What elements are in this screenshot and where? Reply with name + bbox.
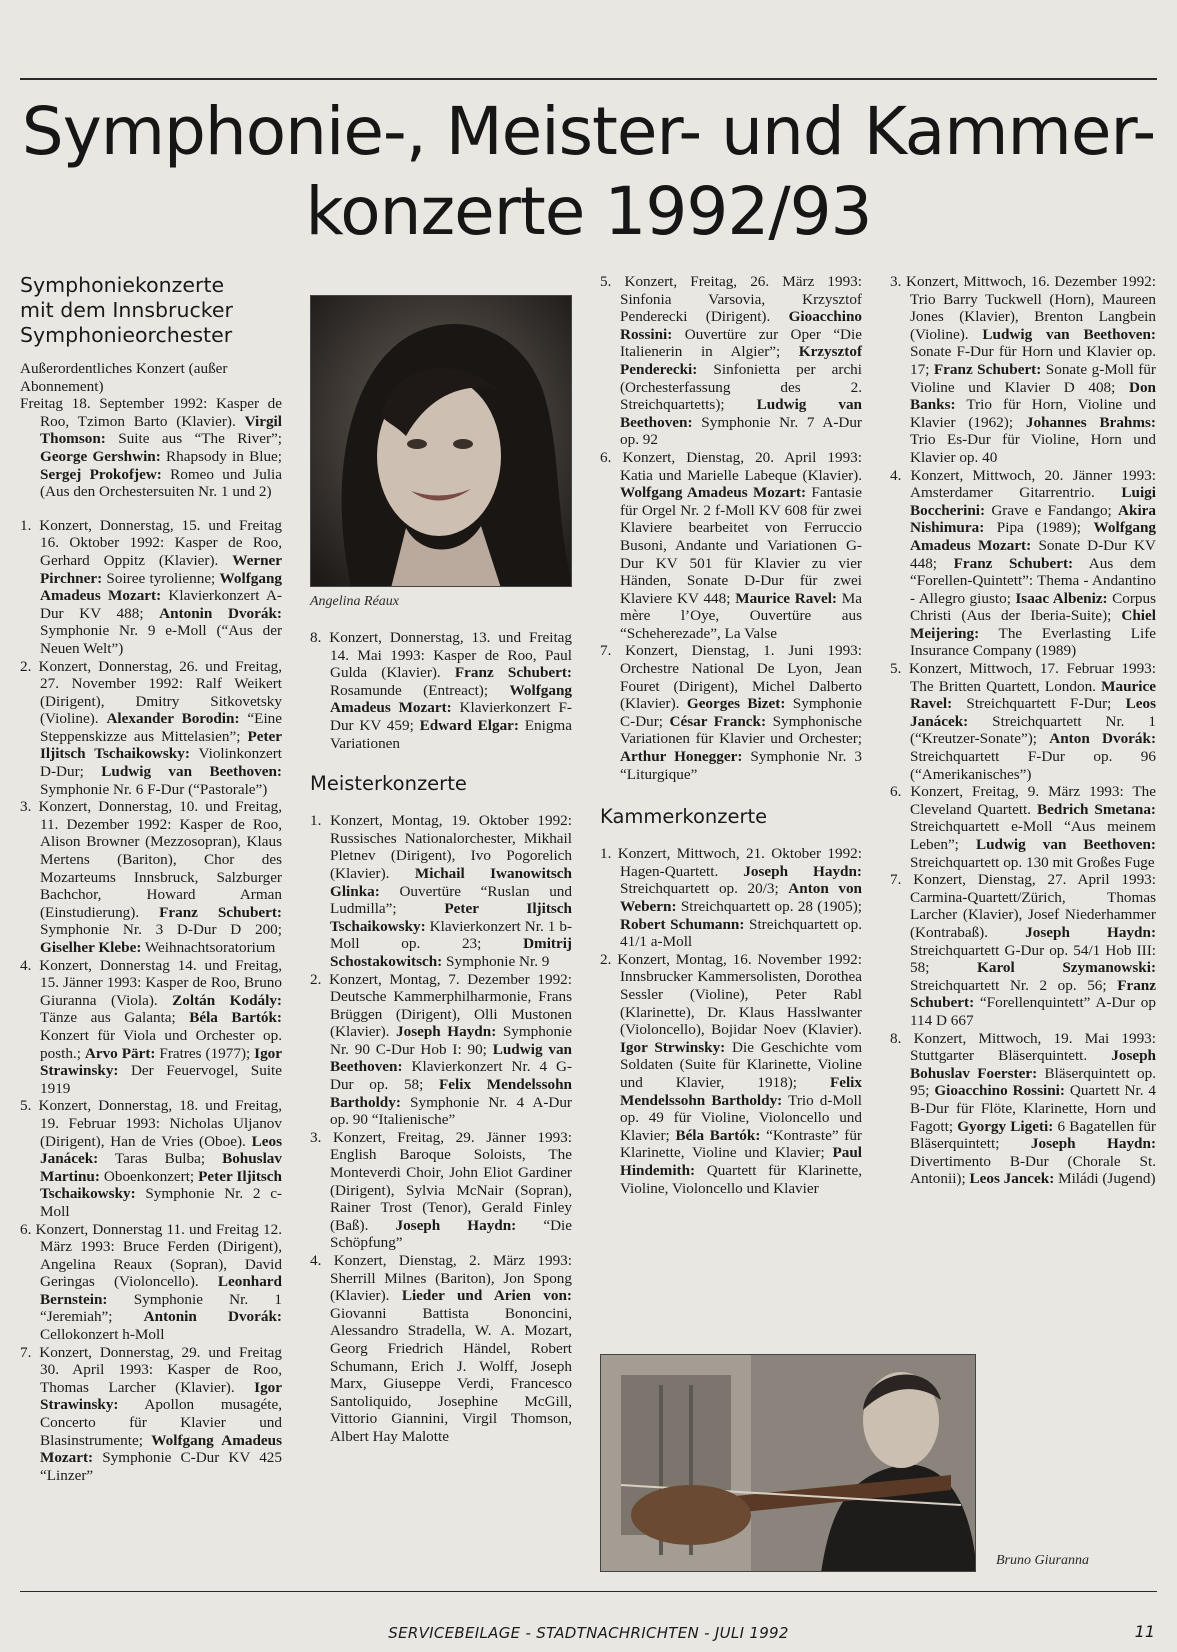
concert-text: Weihnachtsoratorium (141, 939, 276, 956)
composer-name: Leos Jancek: (969, 1170, 1055, 1188)
top-rule (20, 78, 1157, 80)
concert-text: Symphonie C-Dur; (620, 695, 862, 730)
composer-name: Franz Schubert: (454, 664, 572, 682)
symphonie-concert-3 (20, 798, 282, 956)
composer-name: George Gershwin: (40, 447, 161, 465)
concert-text: Violinkonzert D-Dur; (40, 745, 282, 781)
extra-concert-text (20, 395, 282, 501)
concert-text: Ma mère l’Oye, Ouvertüre aus “Scheherezade”, La Valse (620, 589, 863, 642)
concert-text: 6. Konzert, Donnerstag 11. und Freitag 12. März 1993: Bruce Ferden (Dirigent), Angelina Reaux (Sopran), David Geringas (Violoncello). (20, 1220, 282, 1291)
composer-name: Béla Bartók: (675, 1126, 761, 1144)
concert-text: “Kontraste” für Klarinette, Violine und Klavier; (620, 1126, 862, 1162)
composer-name: Robert Schumann: (620, 915, 745, 933)
composer-name: Ludwig van Beethoven: (101, 763, 282, 781)
concert-text: 5. Konzert, Mittwoch, 17. Februar 1993: The Britten Quartett, London. (890, 660, 1156, 695)
concert-text: Klavierkonzert A-Dur KV 488; (40, 587, 282, 622)
concert-text: Fratres (1977); (155, 1044, 255, 1062)
concert-text: Taras Bulba; (98, 1150, 223, 1168)
composer-name: Bohuslav Martinu: (40, 1150, 282, 1185)
concert-text: Die Geschichte vom Soldaten (Suite für Klarinette, Violine und Klavier, 1918); (620, 1038, 863, 1091)
concert-text: Oboenkonzert; (99, 1167, 199, 1185)
page-title (20, 92, 1157, 252)
composer-name: Joseph Haydn: (743, 862, 862, 880)
composer-name: Zoltán Kodály: (172, 991, 282, 1009)
concert-text: Rhapsody in Blue; (160, 447, 282, 465)
column-4 (890, 273, 1156, 1188)
composer-name: Alexander Borodin: (106, 710, 240, 728)
concert-text: Soiree tyrolienne; (102, 569, 220, 587)
composer-name: Anton von Webern: (620, 880, 863, 915)
kammer-concert-8 (890, 1030, 1156, 1188)
composer-name: Leonhard Bernstein: (40, 1273, 282, 1308)
composer-name: Gioacchino Rossini: (620, 308, 862, 343)
composer-name: Joseph Haydn: (395, 1216, 517, 1234)
composer-name: Isaac Albeniz: (1015, 589, 1108, 607)
composer-name: Ludwig van Beethoven: (620, 396, 862, 431)
footer-text: SERVICEBEILAGE - STADTNACHRICHTEN - JULI 1992 (388, 1624, 789, 1642)
concert-text: 1. Konzert, Montag, 19. Oktober 1992: Russisches Nationalorchester, Mikhail Pletnev (Dirigent), Ivo Pogorelich (Klavier). (310, 812, 572, 882)
concert-text: Apollon musagéte, Concerto für Klavier und Blasinstrumente; (40, 1396, 282, 1449)
concert-text: The Everlasting Life Insurance Company (1989) (910, 624, 1156, 660)
kammer-concert-3 (890, 273, 1156, 467)
composer-name: Krzysztof Penderecki: (620, 343, 862, 378)
composer-name: Werner Pirchner: (40, 551, 282, 587)
symphonie-concert-1 (20, 517, 282, 658)
concert-text: 6 Bagatellen für Bläserquintett; (910, 1117, 1156, 1153)
concert-text: Symphonie Nr. 2 c-Moll (40, 1185, 282, 1220)
page-number: 11 (1134, 1622, 1155, 1641)
title-line-1: Symphonie-, Meister- und Kammer- (21, 93, 1156, 170)
concert-text: Sonate D-Dur KV 448; (910, 536, 1156, 572)
concert-text: “Die Schöpfung” (330, 1216, 573, 1252)
symphonie-concert-7 (20, 1344, 282, 1485)
composer-name: Gyorgy Ligeti: (957, 1117, 1054, 1135)
concert-text: Suite aus “The River”; (105, 430, 282, 448)
composer-name: Peter Iljitsch Tschaikowsky: (330, 900, 572, 935)
composer-name: Edward Elgar: (419, 716, 519, 734)
concert-text: Streichquartett F-Dur; (952, 695, 1126, 713)
bruno-giuranna-photo (600, 1354, 976, 1572)
composer-name: Michail Iwanowitsch Glinka: (330, 864, 572, 900)
composer-name: Gioacchino Rossini: (934, 1082, 1065, 1100)
composer-name: Arvo Pärt: (84, 1044, 156, 1062)
concert-text: Symphonie Nr. 3 D-Dur D 200; (40, 921, 282, 939)
concert-text: Freitag 18. September 1992: Kasper de Roo, Tzimon Barto (Klavier). (20, 395, 282, 430)
photo-2-caption: Bruno Giuranna (996, 1553, 1089, 1568)
concert-text: Streichquartett e-Moll “Aus meinem Leben”; (910, 818, 1156, 853)
symphonie-concert-8 (310, 629, 572, 752)
composer-name: Joseph Haydn: (396, 1023, 497, 1041)
symphonie-concert-5 (20, 1097, 282, 1220)
concert-text: 6. Konzert, Freitag, 9. März 1993: The Cleveland Quartett. (890, 783, 1156, 818)
composer-name: Ludwig van Beethoven: (330, 1040, 572, 1076)
composer-name: Franz Schubert: (933, 360, 1042, 378)
concert-text: “Forellenquintett” A-Dur op 114 D 667 (910, 994, 1156, 1029)
concert-text: 7. Konzert, Donnerstag, 29. und Freitag 30. April 1993: Kasper de Roo, Thomas Larcher (Klavier). (20, 1343, 282, 1396)
composer-name: Georges Bizet: (686, 695, 786, 713)
composer-name: Peter Iljitsch Tschaikowsky: (40, 1167, 282, 1203)
composer-name: Bedrich Smetana: (1037, 800, 1156, 818)
composer-name: Dmitrij Schostakowitsch: (330, 935, 572, 970)
meister-concert-4 (310, 1252, 572, 1446)
extra-concert-label: Außerordentliches Konzert (außer Abonnement) (20, 360, 228, 395)
concert-text: Symphonie Nr. 3 “Liturgique” (620, 748, 862, 783)
concert-text: Symphonie Nr. 6 F-Dur (“Pastorale”) (40, 780, 268, 798)
composer-name: Joseph Haydn: (1030, 1135, 1157, 1153)
meister-heading: Meisterkonzerte (310, 772, 467, 796)
meister-concert-1 (310, 812, 572, 970)
concert-text: Sinfonietta per archi (Orchesterfassung des 2. Streichquartetts); (620, 360, 862, 414)
composer-name: Lieder und Arien von: (401, 1287, 572, 1305)
concert-text: Konzert für Viola und Orchester op. posth.; (40, 1026, 282, 1062)
composer-name: Leos Janácek: (910, 695, 1156, 730)
composer-name: Maurice Ravel: (735, 589, 837, 607)
composer-name: Igor Strawinsky: (40, 1378, 282, 1414)
concert-text: 1. Konzert, Mittwoch, 21. Oktober 1992: Hagen-Quartett. (600, 845, 862, 880)
composer-name: Felix Mendelssohn Bartholdy: (330, 1076, 572, 1111)
composer-name: Joseph Haydn: (1025, 923, 1157, 941)
composer-name: Wolfgang Amadeus Mozart: (40, 1431, 282, 1467)
photo-1-caption: Angelina Réaux (310, 594, 400, 609)
composer-name: Wolfgang Amadeus Mozart: (40, 569, 282, 605)
concert-text: 4. Konzert, Dienstag, 2. März 1993: Sherrill Milnes (Bariton), Jon Spong (Klavier). (310, 1252, 572, 1305)
concert-text: Trio Es-Dur für Violine, Horn und Klavier op. 40 (910, 431, 1156, 466)
kammer-heading: Kammerkonzerte (600, 805, 768, 829)
concert-text: Symphonische Variationen für Klavier und Orchester; (620, 712, 862, 748)
concert-text: Streichquartett G-Dur op. 54/1 Hob III: 58; (910, 941, 1156, 977)
concert-text: 8. Konzert, Mittwoch, 19. Mai 1993: Stuttgarter Bläserquintett. (890, 1029, 1156, 1065)
composer-name: Paul Hindemith: (620, 1144, 862, 1179)
concert-text: Symphonie Nr. 1 “Jeremiah”; (40, 1290, 282, 1326)
concert-text: Streichquartett Nr. 2 op. 56; (910, 976, 1118, 994)
composer-name: Anton Dvorák: (1049, 730, 1156, 748)
composer-name: Sergej Prokofjew: (40, 465, 162, 483)
symphonie-heading: Symphoniekonzerte mit dem Innsbrucker Symphonieorchester (20, 273, 233, 347)
concert-text: 3. Konzert, Mittwoch, 16. Dezember 1992: Trio Barry Tuckwell (Horn), Maureen Jones (Klavier), Brenton Langbein (Violine). (890, 273, 1156, 343)
concert-text: Symphonie Nr. 4 A-Dur op. 90 “Italienische” (330, 1093, 572, 1129)
title-line-2: konzerte 1992/93 (305, 173, 872, 250)
composer-name: Chiel Meijering: (910, 607, 1156, 642)
concert-text: Klavierkonzert F-Dur KV 459; (330, 699, 572, 734)
violist-image (601, 1355, 976, 1572)
concert-text: Ouvertüre zur Oper “Die Italienerin in Algier”; (620, 325, 862, 361)
concert-text: Divertimento B-Dur (Chorale St. Antonii); (910, 1152, 1156, 1188)
concert-text: 5. Konzert, Freitag, 26. März 1993: Sinfonia Varsovia, Krzysztof Penderecki (Dirigent). (600, 273, 862, 326)
column-1 (20, 273, 282, 1484)
composer-name: Franz Schubert: (910, 976, 1156, 1012)
composer-name: Ludwig van Beethoven: (982, 325, 1156, 343)
concert-text: Bläserquintett op. 95; (910, 1064, 1157, 1100)
concert-text: Pipa (1989); (984, 519, 1094, 537)
concert-text: Symphonie Nr. 7 A-Dur op. 92 (620, 413, 862, 449)
concert-text: 7. Konzert, Dienstag, 27. April 1993: Carmina-Quartett/Zürich, Thomas Larcher (Klavier), Josef Niederhammer (Kontrabaß). (890, 871, 1156, 941)
concert-text: Trio für Horn, Violine und Klavier (1962); (910, 396, 1156, 431)
composer-name: Karol Szymanowski: (977, 959, 1156, 977)
composer-name: César Franck: (669, 712, 767, 730)
concert-text: Symphonie Nr. 9 e-Moll (“Aus der Neuen Welt”) (40, 622, 282, 657)
composer-name: Wolfgang Amadeus Mozart: (910, 519, 1156, 554)
concert-text: 2. Konzert, Montag, 16. November 1992: Innsbrucker Kammersolisten, Dorothea Sessler (Violine), Peter Rabl (Klarinette), Dr. Klaus Hasslwanter (Violoncello), Bojidar Noev (Klavier). (600, 950, 862, 1039)
concert-text: 4. Konzert, Donnerstag 14. und Freitag, 15. Jänner 1993: Kasper de Roo, Bruno Giuranna (Viola). (20, 956, 282, 1009)
meister-concert-6 (600, 449, 862, 643)
composer-name: Antonin Dvorák: (159, 604, 282, 622)
composer-name: Franz Schubert: (159, 903, 282, 921)
concert-text: Quartett für Klarinette, Violine, Violoncello und Klavier (620, 1161, 862, 1197)
concert-text: 7. Konzert, Dienstag, 1. Juni 1993: Orchestre National De Lyon, Jean Fouret (Dirigent), Michel Dalberto (Klavier). (600, 642, 862, 713)
concert-text: 3. Konzert, Donnerstag, 10. und Freitag, 11. Dezember 1992: Kasper de Roo, Alison Browner (Mezzosopran), Klaus Mertens (Bariton), Chor des Mozarteums Innsbruck, Salzburger Bachchor, Howard Arman (Einstudierung). (20, 798, 282, 921)
concert-text: 5. Konzert, Donnerstag, 18. und Freitag, 19. Februar 1993: Nicholas Uljanov (Dirigent), Han de Vries (Oboe). (20, 1097, 282, 1150)
concert-text: Streichquartett F-Dur op. 96 (“Amerikanisches”) (910, 748, 1156, 783)
concert-text: Rosamunde (Entreact); (330, 681, 510, 699)
portrait-image (311, 296, 572, 587)
meister-concert-5 (600, 273, 862, 449)
concert-text: Streichquartett op. 130 mit Großes Fuge (910, 853, 1155, 871)
kammer-concert-7 (890, 871, 1156, 1029)
concert-text: Sonate g-Moll für Violine und Klavier D 408; (910, 360, 1156, 396)
concert-text: 6. Konzert, Dienstag, 20. April 1993: Katia und Marielle Labeque (Klavier). (600, 448, 862, 484)
column-2 (310, 273, 572, 1446)
composer-name: Ludwig van Beethoven: (975, 836, 1156, 853)
concert-text: “Eine Steppenskizze aus Mittelasien”; (40, 710, 282, 745)
meister-concert-3 (310, 1129, 572, 1252)
concert-text: Der Feuervogel, Suite 1919 (40, 1062, 282, 1097)
bottom-rule (20, 1591, 1157, 1592)
kammer-concert-4 (890, 467, 1156, 661)
concert-text: Symphonie C-Dur KV 425 “Linzer” (40, 1449, 282, 1484)
composer-name: Igor Strwinsky: (620, 1038, 726, 1056)
concert-text: Sonate F-Dur für Horn und Klavier op. 17; (910, 343, 1156, 378)
concert-text: 2. Konzert, Montag, 7. Dezember 1992: Deutsche Kammerphilharmonie, Frans Brüggen (Dirigent), Olli Mustonen (Klavier). (310, 970, 572, 1041)
composer-name: Maurice Ravel: (910, 677, 1156, 713)
concert-text: Aus dem “Forellen-Quintett”: Thema - Andantino - Allegro giusto; (910, 554, 1156, 607)
concert-text: Enigma Variationen (330, 716, 572, 752)
kammer-concert-5 (890, 660, 1156, 783)
concert-text: Symphonie Nr. 90 C-Dur Hob I: 90; (330, 1023, 573, 1058)
composer-name: Felix Mendelssohn Bartholdy: (620, 1073, 862, 1109)
composer-name: Antonin Dvorák: (143, 1308, 282, 1326)
concert-text: Streichquartett op. 41/1 a-Moll (620, 915, 862, 951)
symphonie-concert-6 (20, 1221, 282, 1344)
concert-text: 4. Konzert, Mittwoch, 20. Jänner 1993: Amsterdamer Gitarrentrio. (890, 466, 1156, 502)
composer-name: Akira Nishimura: (910, 501, 1156, 537)
meister-concert-2 (310, 971, 572, 1129)
concert-text: Klavierkonzert Nr. 4 G-Dur op. 58; (330, 1058, 572, 1094)
kammer-concert-6 (890, 783, 1156, 871)
composer-name: Franz Schubert: (953, 554, 1074, 572)
concert-text: Ouvertüre “Ruslan und Ludmilla”; (330, 882, 572, 918)
composer-name: Johannes Brahms: (1025, 413, 1156, 431)
composer-name: Arthur Honegger: (620, 748, 743, 766)
concert-text: Tänze aus Galanta; (40, 1009, 190, 1027)
concert-text: Giovanni Battista Bononcini, Alessandro Stradella, W. A. Mozart, Georg Friedrich Händel, Robert Schumann, Erich J. Wolff, Joseph Marx, Giuseppe Verdi, Francesco Santoliquido, Josephine McGill, Vittorio Giannini, Virgil Thomson, Albert Hay Malotte (330, 1304, 572, 1445)
concert-text: Symphonie Nr. 9 (442, 952, 550, 970)
composer-name: Giselher Klebe: (40, 939, 142, 956)
composer-name: Wolfgang Amadeus Mozart: (620, 484, 807, 502)
kammer-concert-2 (600, 951, 862, 1197)
composer-name: Joseph Bohuslav Foerster: (910, 1047, 1156, 1082)
concert-text: Quartett Nr. 4 B-Dur für Flöte, Klarinette, Horn und Fagott; (910, 1082, 1156, 1135)
concert-text: Corpus Christi (Aus der Iberia-Suite); (910, 589, 1156, 625)
concert-text: Trio d-Moll op. 49 für Violine, Violoncello und Klavier; (620, 1091, 862, 1144)
composer-name: Leos Janácek: (40, 1132, 282, 1168)
composer-name: Peter Iljitsch Tschaikowsky: (40, 727, 282, 763)
concert-text: Klavierkonzert Nr. 1 b-Moll op. 23; (330, 917, 572, 953)
concert-text: Fantasie für Orgel Nr. 2 f-Moll KV 608 für zwei Klaviere bearbeitet von Ferruccio Busoni, Andante und Variationen G-Dur KV 501 für Klavier zu vier Händen, Sonate D-Dur für zwei Klaviere KV 448; (620, 484, 862, 607)
composer-name: Virgil Thomson: (40, 412, 282, 448)
concert-text: Romeo und Julia (Aus den Orchestersuiten Nr. 1 und 2) (40, 465, 282, 501)
symphonie-concert-2 (20, 658, 282, 799)
concert-text: Miládi (Jugend) (1054, 1170, 1156, 1188)
meister-concert-7 (600, 642, 862, 783)
composer-name: Béla Bartók: (189, 1009, 282, 1027)
composer-name: Wolfgang Amadeus Mozart: (330, 681, 572, 717)
kammer-concert-1 (600, 845, 862, 951)
composer-name: Igor Strawinsky: (40, 1044, 283, 1080)
concert-text: Streichquartett op. 28 (1905); (676, 898, 862, 915)
angelina-reaux-photo (310, 295, 572, 587)
concert-text: Cellokonzert h-Moll (40, 1326, 165, 1344)
column-3 (600, 273, 862, 1197)
composer-name: Luigi Boccherini: (910, 484, 1156, 519)
concert-text: 1. Konzert, Donnerstag, 15. und Freitag 16. Oktober 1992: Kasper de Roo, Gerhard Oppitz (Klavier). (20, 516, 282, 569)
symphonie-concert-4 (20, 957, 282, 1098)
composer-name: Don Banks: (910, 378, 1156, 414)
concert-text: 8. Konzert, Donnerstag, 13. und Freitag 14. Mai 1993: Kasper de Roo, Paul Gulda (Klavier). (310, 629, 572, 682)
concert-text: Streichquartett op. 20/3; (620, 880, 789, 898)
concert-text: 2. Konzert, Donnerstag, 26. und Freitag, 27. November 1992: Ralf Weikert (Dirigent), Dmitry Sitkovetsky (Violine). (20, 657, 282, 728)
concert-text: Streichquartett Nr. 1 (“Kreutzer-Sonate”); (910, 712, 1156, 748)
concert-text: Grave e Fandango; (985, 501, 1119, 519)
concert-text: 3. Konzert, Freitag, 29. Jänner 1993: English Baroque Soloists, The Monteverdi Choir, John Eliot Gardiner (Dirigent), Sylvia McNair (Sopran), Rainer Trost (Tenor), Gerald Finley (Baß). (310, 1128, 572, 1234)
